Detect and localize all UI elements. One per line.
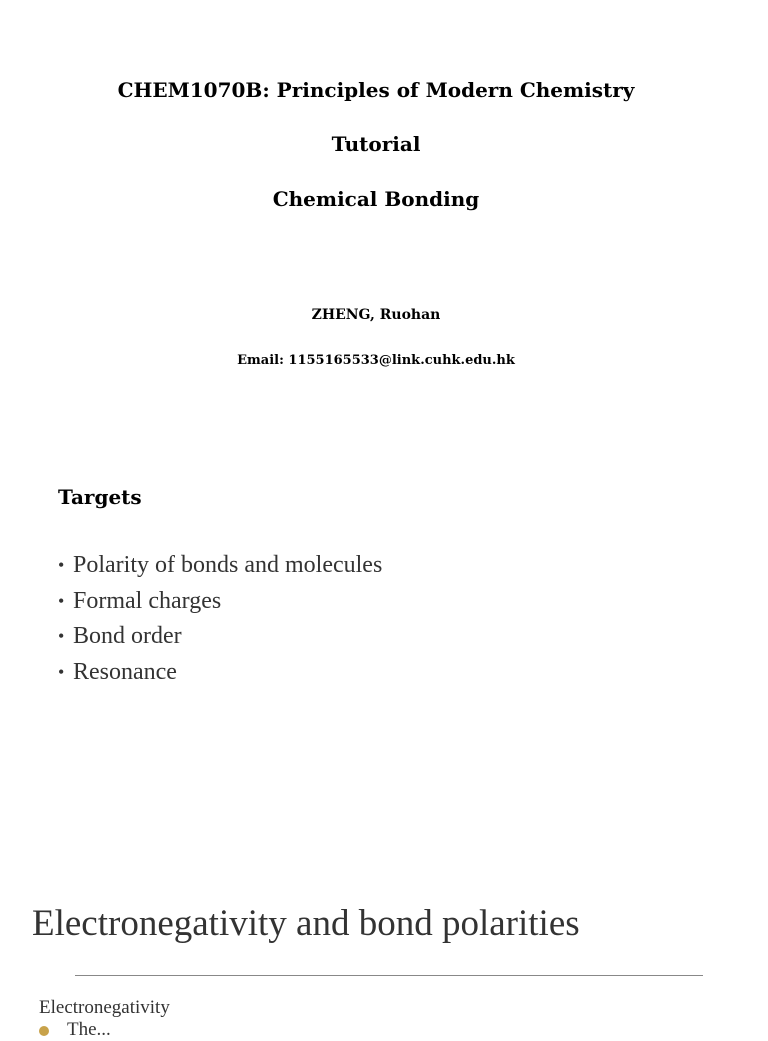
targets-list (58, 548, 382, 691)
target-item-label: Formal charges (73, 587, 222, 614)
cutoff-bullet-text: The... (67, 1019, 111, 1040)
session-title: Tutorial (331, 132, 421, 156)
bullet-icon (39, 1026, 49, 1036)
bullet-icon: • (58, 590, 65, 611)
course-title: CHEM1070B: Principles of Modern Chemistry (117, 78, 635, 102)
target-item-label: Bond order (73, 623, 182, 650)
topic-title: Chemical Bonding (272, 187, 480, 211)
targets-heading: Targets (58, 485, 142, 509)
list-item (58, 655, 382, 691)
heading-divider (75, 975, 703, 976)
list-item (58, 619, 382, 655)
cover-slide (0, 0, 768, 420)
author-email: Email: 1155165533@link.cuhk.edu.hk (237, 353, 515, 368)
list-item (58, 548, 382, 584)
author-name: ZHENG, Ruohan (311, 307, 441, 323)
electronegativity-slide (0, 880, 768, 1040)
target-item-label: Polarity of bonds and molecules (73, 552, 383, 578)
bullet-icon: • (58, 626, 65, 647)
bullet-icon: • (58, 662, 65, 683)
list-item (58, 584, 382, 620)
cutoff-bullet-line (39, 1019, 111, 1041)
bullet-icon: • (58, 555, 65, 575)
target-item-label: Resonance (73, 659, 177, 686)
section-heading: Electronegativity and bond polarities (32, 903, 580, 944)
targets-slide (0, 470, 768, 770)
section-subheading: Electronegativity (39, 997, 170, 1018)
